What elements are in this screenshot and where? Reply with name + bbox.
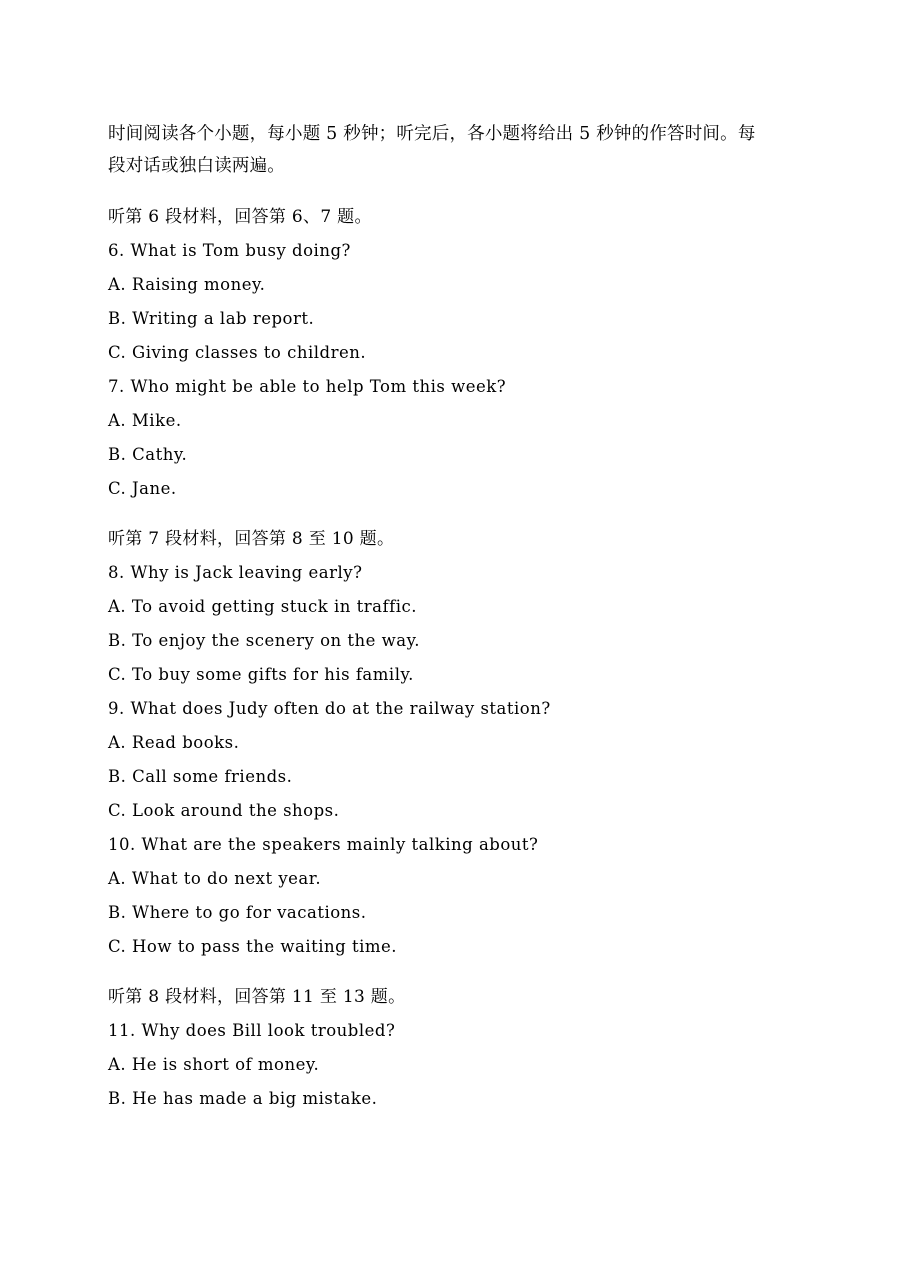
option-10b: B. Where to go for vacations. <box>108 903 367 922</box>
option-8c: C. To buy some gifts for his family. <box>108 665 414 684</box>
question-10: 10. What are the speakers mainly talking about? <box>108 835 539 854</box>
option-9a: A. Read books. <box>108 733 240 752</box>
option-10c: C. How to pass the waiting time. <box>108 937 398 956</box>
instructions-line-1: 时间阅读各个小题，每小题 5 秒钟；听完后，各小题将给出 5 秒钟的作答时间。每 <box>108 124 756 144</box>
question-6: 6. What is Tom busy doing? <box>108 241 351 260</box>
option-9c: C. Look around the shops. <box>108 801 340 820</box>
option-9b: B. Call some friends. <box>108 767 293 786</box>
document-page <box>108 118 808 1132</box>
instructions-line-2: 段对话或独白读两遍。 <box>108 156 285 176</box>
option-6a: A. Raising money. <box>108 275 266 294</box>
section-title: 听第 6 段材料，回答第 6、7 题。 <box>108 207 372 227</box>
option-7c: C. Jane. <box>108 479 177 498</box>
option-6b: B. Writing a lab report. <box>108 309 315 328</box>
option-8b: B. To enjoy the scenery on the way. <box>108 631 421 650</box>
question-9: 9. What does Judy often do at the railway station? <box>108 699 551 718</box>
option-10a: A. What to do next year. <box>108 869 322 888</box>
section-title: 听第 8 段材料，回答第 11 至 13 题。 <box>108 987 406 1007</box>
option-11a: A. He is short of money. <box>108 1055 320 1074</box>
section-passage-6 <box>108 200 808 506</box>
section-passage-7 <box>108 522 808 964</box>
question-8: 8. Why is Jack leaving early? <box>108 563 363 582</box>
section-passage-8 <box>108 980 808 1116</box>
question-7: 7. Who might be able to help Tom this week? <box>108 377 507 396</box>
option-6c: C. Giving classes to children. <box>108 343 367 362</box>
option-7a: A. Mike. <box>108 411 182 430</box>
question-11: 11. Why does Bill look troubled? <box>108 1021 396 1040</box>
option-8a: A. To avoid getting stuck in traffic. <box>108 597 417 616</box>
option-7b: B. Cathy. <box>108 445 188 464</box>
option-11b: B. He has made a big mistake. <box>108 1089 378 1108</box>
instructions-paragraph <box>108 118 808 182</box>
section-title: 听第 7 段材料，回答第 8 至 10 题。 <box>108 529 395 549</box>
